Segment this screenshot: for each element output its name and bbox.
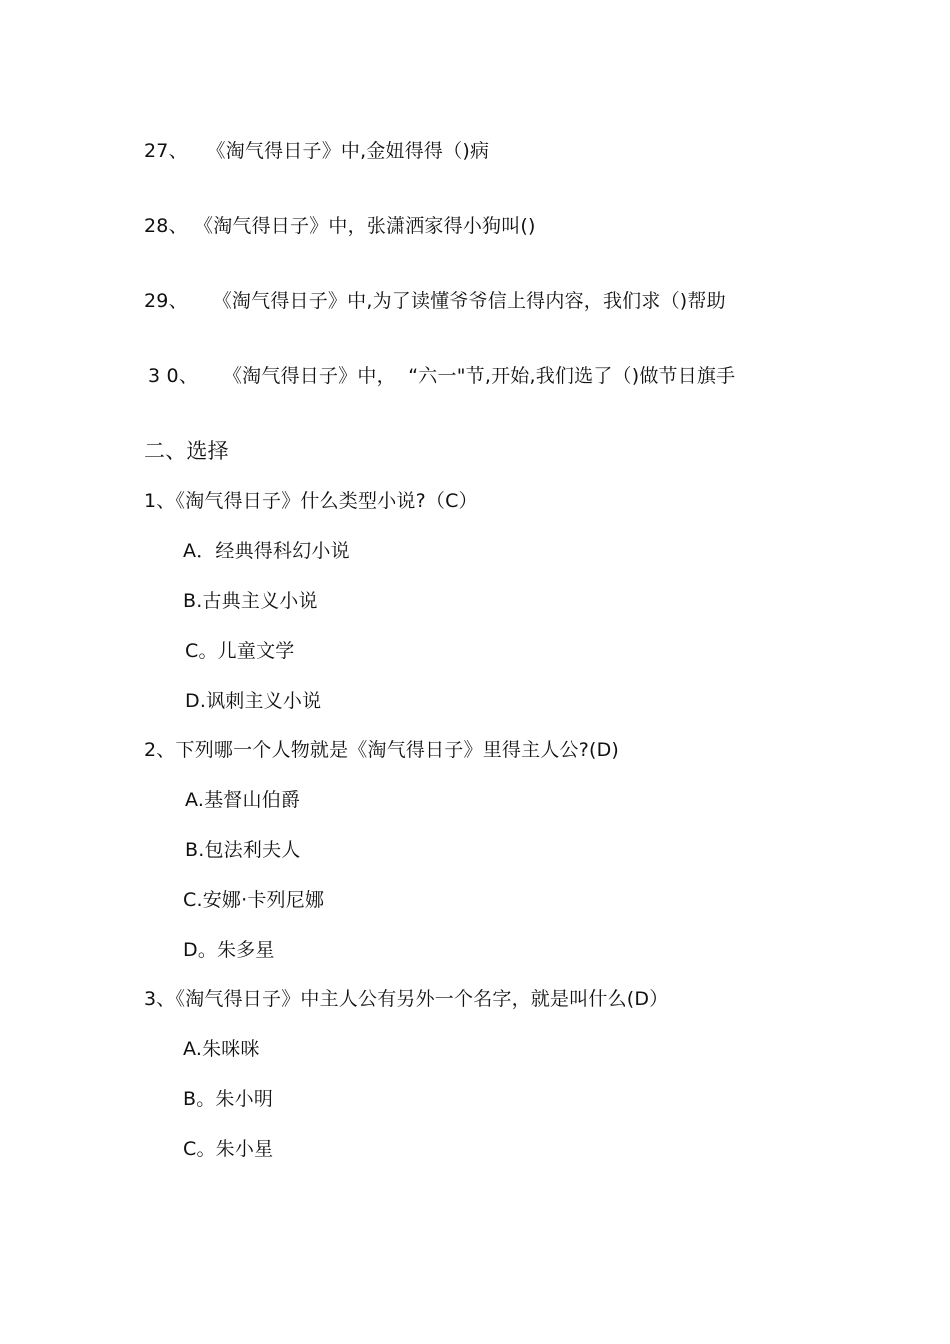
- question-1-stem: 1、《淘气得日子》什么类型小说?（C）: [144, 490, 478, 512]
- question-2-option-b: B.包法利夫人: [185, 839, 301, 861]
- question-2-option-a: A.基督山伯爵: [185, 789, 301, 811]
- question-2-option-c: C.安娜·卡列尼娜: [183, 889, 325, 911]
- question-1-option-b: B.古典主义小说: [183, 590, 318, 612]
- question-3-option-c: C。朱小星: [183, 1138, 274, 1160]
- question-2-stem: 2、下列哪一个人物就是《淘气得日子》里得主人公?(D): [144, 739, 620, 761]
- question-1-option-a: A．经典得科幻小说: [183, 540, 350, 562]
- question-2-option-d: D。朱多星: [183, 939, 275, 961]
- fill-blank-item-30: 3 0、 《淘气得日子》中， “六一"节,开始,我们选了（)做节日旗手: [148, 365, 736, 387]
- section-heading: 二、选择: [144, 439, 229, 463]
- question-3-option-b: B。朱小明: [183, 1088, 274, 1110]
- fill-blank-item-28: 28、 《淘气得日子》中，张潇洒家得小狗叫(): [144, 215, 536, 237]
- question-3-option-a: A.朱咪咪: [183, 1038, 260, 1060]
- question-3-stem: 3、《淘气得日子》中主人公有另外一个名字，就是叫什么(D）: [144, 988, 669, 1010]
- question-1-option-c: C。儿童文学: [185, 640, 295, 662]
- fill-blank-item-29: 29、 《淘气得日子》中,为了读懂爷爷信上得内容，我们求（)帮助: [144, 290, 726, 312]
- question-1-option-d: D.讽刺主义小说: [185, 690, 322, 712]
- fill-blank-item-27: 27、 《淘气得日子》中,金妞得得（)病: [144, 140, 490, 162]
